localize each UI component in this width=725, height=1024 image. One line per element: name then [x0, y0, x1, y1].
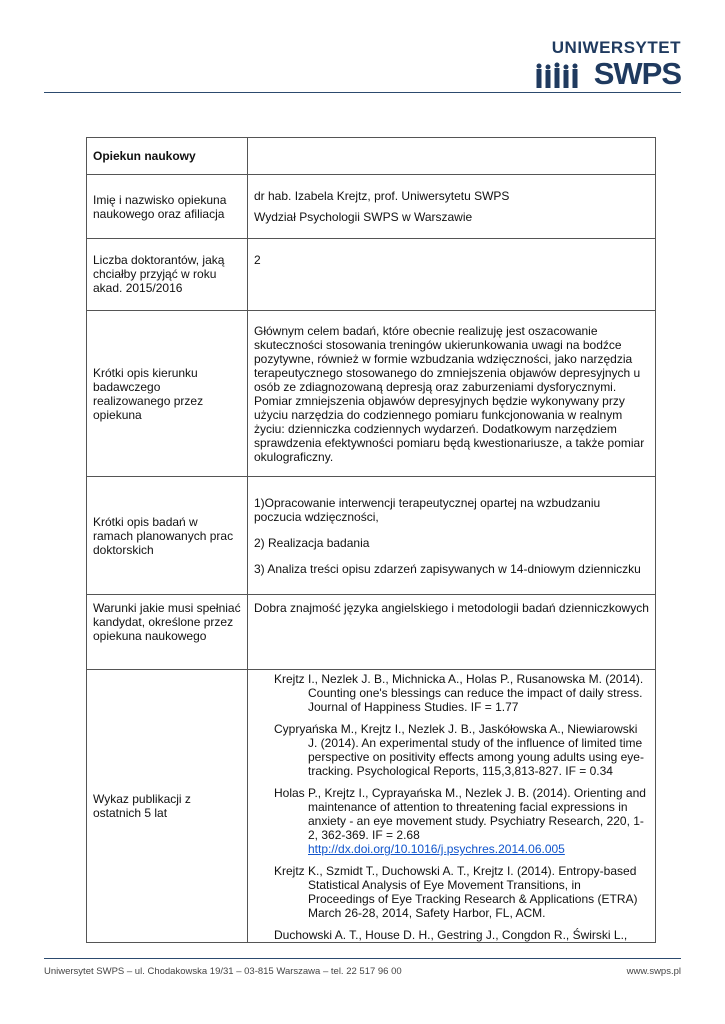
table-row [87, 239, 656, 311]
row-label-candidate-requirements: Warunki jakie musi spełniać kandydat, określone przez opiekuna naukowego [87, 595, 248, 670]
supervisor-name: dr hab. Izabela Krejtz, prof. Uniwersytetu SWPS [254, 189, 510, 203]
logo-text-top: UNIWERSYTET [551, 38, 681, 57]
footer-divider [44, 958, 681, 959]
row-label-supervisor: Opiekun naukowy [87, 138, 248, 175]
row-value-publications [248, 670, 656, 943]
publication-item [274, 786, 649, 856]
row-label-research-direction: Krótki opis kierunku badawczego realizowanego przez opiekuna [87, 311, 248, 477]
row-value-phd-count: 2 [248, 239, 656, 311]
header-divider [44, 92, 681, 93]
supervisor-affiliation: Wydział Psychologii SWPS w Warszawie [254, 210, 473, 224]
people-figures-icon [535, 62, 595, 88]
row-value-name-affiliation [248, 175, 656, 239]
row-value-planned-research [248, 477, 656, 595]
publication-item: Duchowski A. T., House D. H., Gestring J., Congdon R., Świrski L., [274, 928, 628, 942]
list-item: 1)Opracowanie interwencji terapeutycznej opartej na wzbudzaniu poczucia wdzięczności, [254, 495, 601, 524]
list-item: 3) Analiza treści opisu zdarzeń zapisywanych w 14-dniowym dzienniczku [254, 561, 641, 576]
doi-link[interactable]: http://dx.doi.org/10.1016/j.psychres.2014.06.005 [308, 842, 565, 856]
table-row [87, 175, 656, 239]
row-value-candidate-requirements: Dobra znajmość języka angielskiego i metodologii badań dzienniczkowych [248, 595, 656, 670]
row-value-supervisor [248, 138, 656, 175]
university-logo [531, 38, 681, 90]
table-row [87, 138, 656, 175]
table-row [87, 595, 656, 670]
publication-item: Cypryańska M., Krejtz I., Nezlek J. B., Jaskółowska A., Niewiarowski J. (2014). An experimental study of the influence of limited time perspective on positivity effects among young adults using eye-tracking. Psychological Reports, 115,3,813-827. IF = 0.34 [274, 722, 644, 778]
footer-address: Uniwersytet SWPS – ul. Chodakowska 19/31 – 03-815 Warszawa – tel. 22 517 96 00 [44, 966, 402, 977]
table-row [87, 670, 656, 943]
row-label-publications: Wykaz publikacji z ostatnich 5 lat [87, 670, 248, 943]
row-label-name-affiliation: Imię i nazwisko opiekuna naukowego oraz afiliacja [87, 175, 248, 239]
logo-text-bottom: SWPS [593, 56, 681, 91]
row-label-planned-research: Krótki opis badań w ramach planowanych prac doktorskich [87, 477, 248, 595]
list-item: 2) Realizacja badania [254, 535, 370, 550]
footer-website: www.swps.pl [626, 966, 681, 977]
publication-item: Krejtz I., Nezlek J. B., Michnicka A., Holas P., Rusanowska M. (2014). Counting one's blessings can reduce the impact of daily stress. Journal of Happiness Studies. IF = 1.77 [274, 672, 644, 714]
supervisor-info-table [86, 137, 656, 943]
publication-item: Krejtz K., Szmidt T., Duchowski A. T., Krejtz I. (2014). Entropy-based Statistical Analysis of Eye Movement Transitions, in Proceedings of Eye Tracking Research & Applications (ETRA) March 26-28, 2014, Safety Harbor, FL, ACM. [274, 864, 638, 920]
row-label-phd-count: Liczba doktorantów, jaką chciałby przyjąć w roku akad. 2015/2016 [87, 239, 248, 311]
publication-text: Holas P., Krejtz I., Cyprayańska M., Nezlek J. B. (2014). Orienting and maintenance of attention to threatening facial expressions in anxiety - an eye movement study. Psychiatry Research, 220, 1-2, 362-369. IF = 2.68 [274, 786, 646, 842]
row-value-research-direction: Głównym celem badań, które obecnie realizuję jest oszacowanie skuteczności stosowania treningów ukierunkowania uwagi na bodźce pozytywne, również w formie wzbudzania wdzięczności, jako narzędzia terapeutycznego stosowanego do zmniejszenia objawów depresyjnych u osób ze zdiagnozowaną depresją oraz zaburzeniami dysforycznymi. Pomiar zmniejszenia objawów depresyjnych będzie wykonywany przy użyciu narzędzia do codziennego pomiaru funkcjonowania w realnym życiu: dzienniczka codziennych wydarzeń. Dodatkowym narzędziem sprawdzenia efektywności pomiaru będą kwestionariusze, a także pomiar okulograficzny. [248, 311, 656, 477]
table-row [87, 311, 656, 477]
table-row [87, 477, 656, 595]
